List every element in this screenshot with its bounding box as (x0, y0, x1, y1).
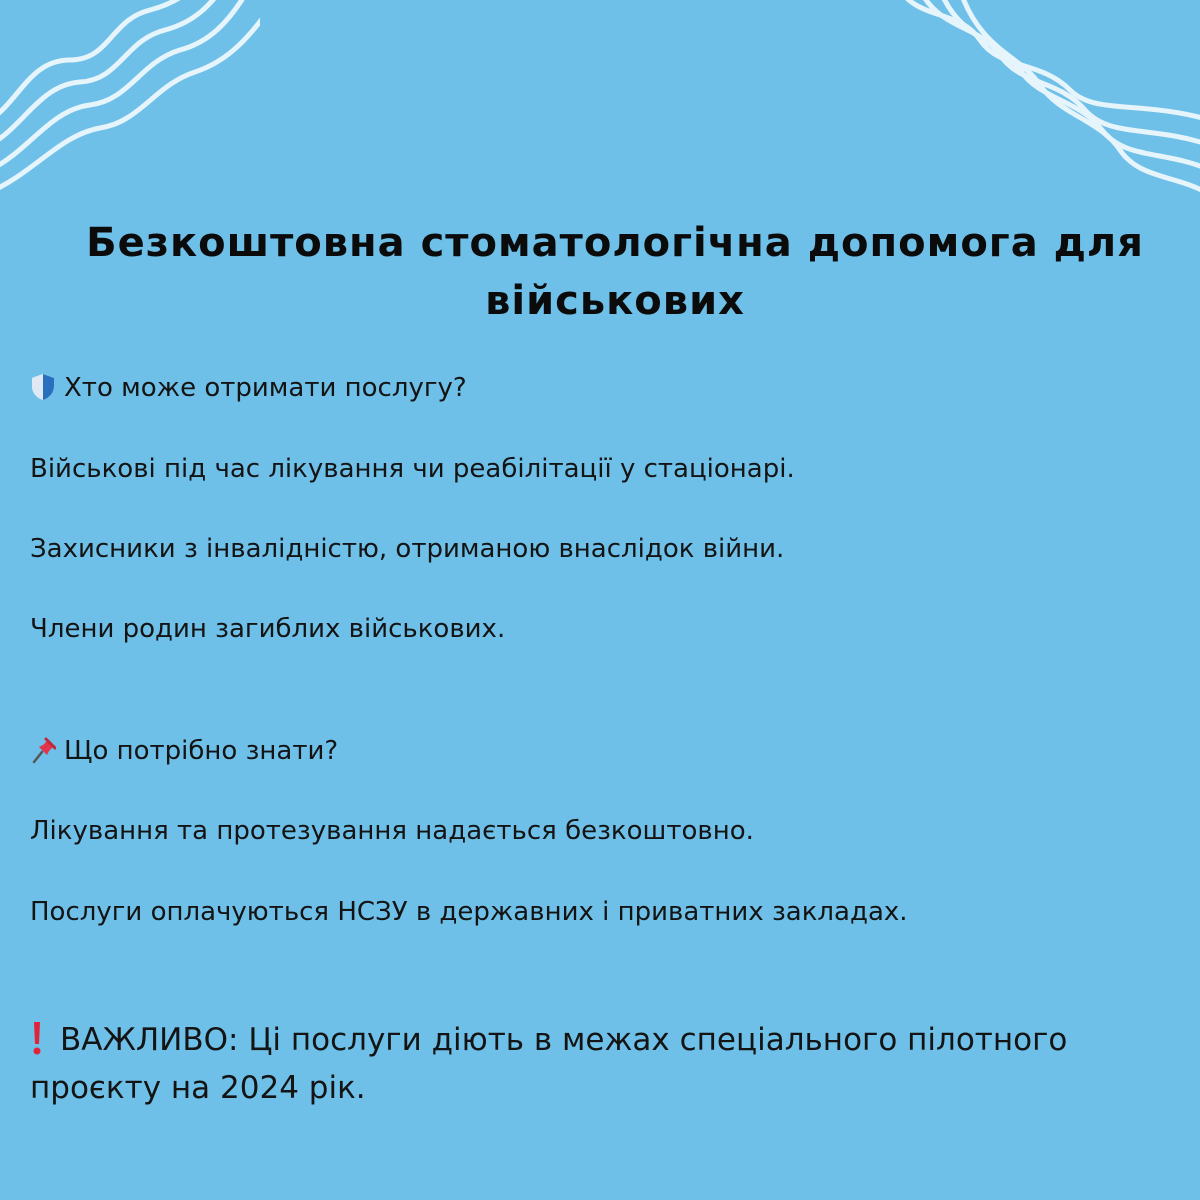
important-note (30, 1016, 1180, 1112)
list-item: Військові під час лікування чи реабілітації у стаціонарі. (30, 454, 795, 484)
list-item: Члени родин загиблих військових. (30, 614, 506, 644)
page-title: Безкоштовна стоматологічна допомога для військових (86, 220, 1144, 324)
decorative-waves-right-icon (880, 0, 1200, 220)
decorative-waves-left-icon (0, 0, 260, 200)
section-who-heading-text: Хто може отримати послугу? (64, 373, 467, 403)
pushpin-icon (30, 736, 56, 764)
list-item: Послуги оплачуються НСЗУ в державних і приватних закладах. (30, 897, 908, 927)
section-know-heading (30, 734, 1170, 768)
exclamation-icon (30, 1020, 44, 1056)
important-note-text: ВАЖЛИВО: Ці послуги діють в межах спеціального пілотного проєкту на 2024 рік. (30, 1022, 1068, 1106)
shield-icon (30, 373, 56, 401)
section-know-heading-text: Що потрібно знати? (64, 736, 339, 766)
list-item: Захисники з інвалідністю, отриманою внаслідок війни. (30, 534, 785, 564)
section-who-heading (30, 371, 1170, 405)
list-item: Лікування та протезування надається безкоштовно. (30, 816, 754, 846)
